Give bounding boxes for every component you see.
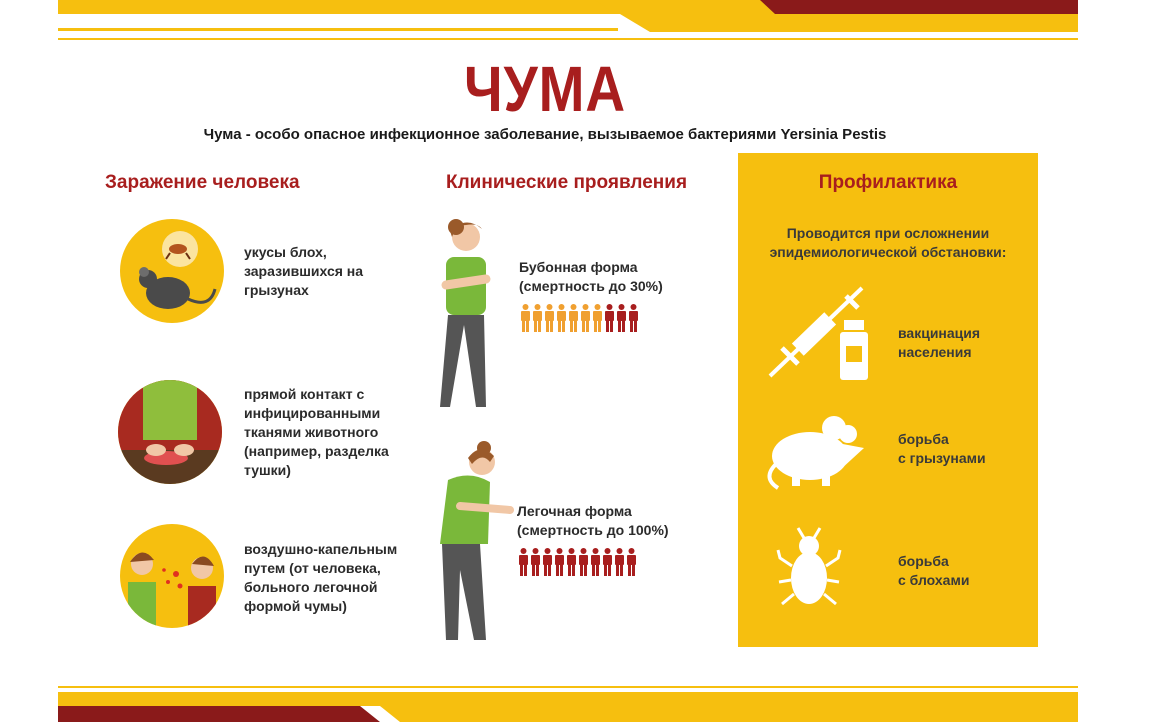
person-icon: [530, 548, 541, 576]
bubonic-mortality-pictogram: [520, 304, 639, 332]
page-subtitle: Чума - особо опасное инфекционное заболевание, вызываемое бактериями Yersinia Pestis: [203, 126, 887, 143]
pneumonic-patient-illustration: [430, 440, 520, 650]
person-icon: [554, 548, 565, 576]
pneumonic-form-label: Легочная форма (смертность до 100%): [517, 503, 669, 538]
person-icon: [532, 304, 543, 332]
bottom-banner: [0, 682, 1158, 722]
infection-heading: Заражение человека: [105, 172, 300, 193]
person-icon: [518, 548, 529, 576]
prevention-item-2: борьба с грызунами: [898, 431, 986, 466]
airborne-illustration: [120, 524, 224, 628]
person-icon: [566, 548, 577, 576]
person-icon: [580, 304, 591, 332]
infection-item-1: укусы блох, заразившихся на грызунах: [244, 244, 364, 298]
person-icon: [556, 304, 567, 332]
top-banner: [0, 0, 1158, 50]
person-icon: [604, 304, 615, 332]
person-icon: [544, 304, 555, 332]
person-icon: [578, 548, 589, 576]
pneumonic-mortality-pictogram: [518, 548, 637, 576]
infection-item-2: прямой контакт с инфицированными тканями животного (например, разделка тушки): [244, 386, 389, 478]
person-icon: [590, 548, 601, 576]
rat-icon: [762, 408, 872, 492]
butchering-illustration: [118, 380, 222, 484]
person-icon: [520, 304, 531, 332]
person-icon: [542, 548, 553, 576]
person-icon: [568, 304, 579, 332]
person-icon: [614, 548, 625, 576]
flea-rat-illustration: [120, 219, 224, 323]
prevention-heading: Профилактика: [818, 172, 958, 193]
person-icon: [628, 304, 639, 332]
page-title: ЧУМА: [464, 53, 626, 125]
bubonic-patient-illustration: [430, 215, 510, 415]
prevention-item-3: борьба с блохами: [898, 553, 970, 588]
person-icon: [602, 548, 613, 576]
clinical-heading: Клинические проявления: [446, 172, 688, 193]
person-icon: [616, 304, 627, 332]
syringe-vial-icon: [762, 282, 874, 382]
flea-icon: [776, 526, 842, 612]
bubonic-form-label: Бубонная форма (смертность до 30%): [519, 259, 663, 294]
person-icon: [592, 304, 603, 332]
infection-item-3: воздушно-капельным путем (от человека, больного легочной формой чумы): [244, 541, 398, 614]
prevention-item-1: вакцинация населения: [898, 325, 981, 360]
person-icon: [626, 548, 637, 576]
prevention-intro: Проводится при осложнении эпидемиологической обстановки:: [769, 225, 1007, 260]
